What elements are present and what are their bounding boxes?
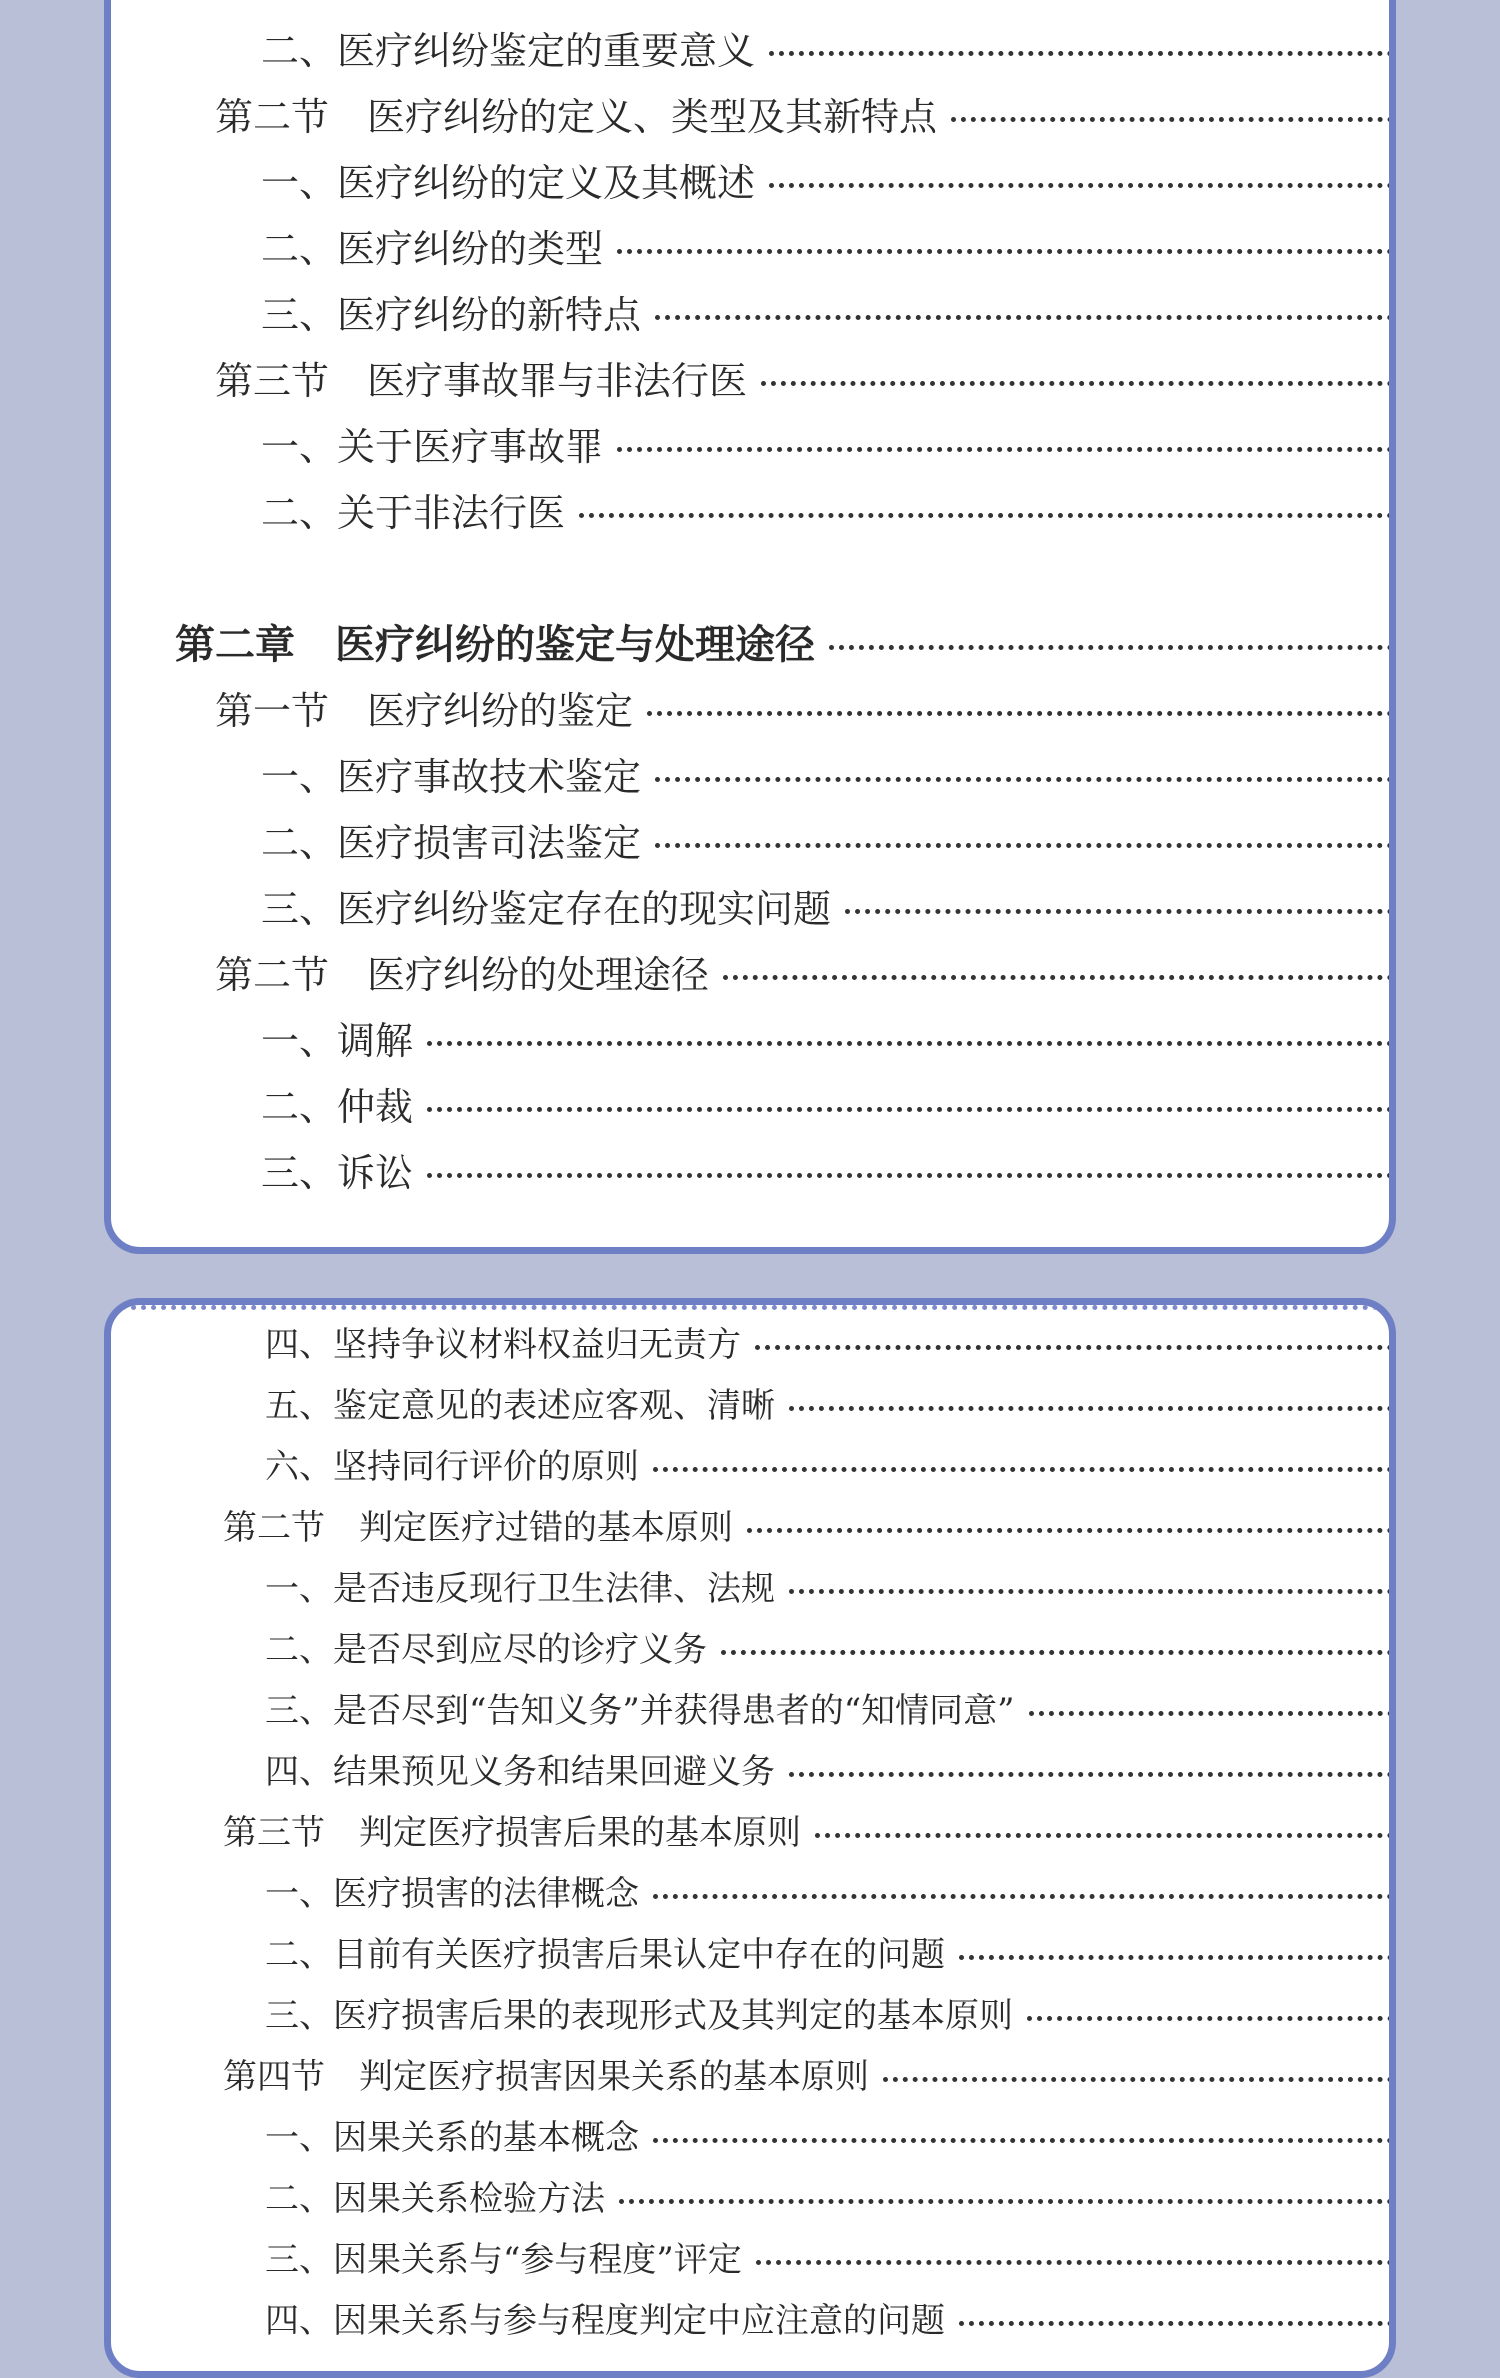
- toc-entry-text: 第二节 判定医疗过错的基本原则: [223, 1507, 733, 1548]
- toc-entry[interactable]: [111, 2230, 1389, 2282]
- toc-section[interactable]: [111, 349, 1389, 405]
- dot-leader: [789, 1772, 1393, 1777]
- dot-leader: [653, 2138, 1393, 2143]
- toc-entry[interactable]: [111, 745, 1389, 801]
- toc-section[interactable]: [111, 85, 1389, 141]
- toc-entry-text: 六、坚持同行评价的原则: [265, 1446, 639, 1487]
- toc-entry-text: 第一节 医疗纠纷的鉴定: [215, 688, 634, 733]
- dot-leader: [769, 51, 1393, 56]
- dot-leader: [427, 1107, 1393, 1112]
- dot-leader: [845, 909, 1393, 914]
- toc-entry[interactable]: [111, 1742, 1389, 1794]
- toc-entry[interactable]: [111, 2291, 1389, 2343]
- toc-entry-text: 第四节 判定医疗损害因果关系的基本原则: [223, 2056, 869, 2097]
- toc-section[interactable]: [111, 1498, 1389, 1550]
- dot-leader: [756, 2260, 1393, 2265]
- toc-entry[interactable]: [111, 1437, 1389, 1489]
- toc-entry[interactable]: [111, 1075, 1389, 1131]
- toc-entry[interactable]: [111, 1009, 1389, 1065]
- toc-entry-text: 二、是否尽到应尽的诊疗义务: [265, 1629, 707, 1670]
- toc-entry[interactable]: [111, 2108, 1389, 2160]
- toc-entry[interactable]: [111, 811, 1389, 867]
- dot-leader: [1027, 2016, 1393, 2021]
- toc-section[interactable]: [111, 1803, 1389, 1855]
- dot-leader: [769, 183, 1393, 188]
- dot-leader: [579, 513, 1393, 518]
- dot-leader: [959, 1955, 1393, 1960]
- toc-entry-text: 第二节 医疗纠纷的处理途径: [215, 952, 710, 997]
- toc-entry-text: 一、是否违反现行卫生法律、法规: [265, 1568, 775, 1609]
- dot-leader: [959, 2321, 1393, 2326]
- toc-entry-text: 二、目前有关医疗损害后果认定中存在的问题: [265, 1934, 945, 1975]
- toc-entry[interactable]: [111, 1141, 1389, 1197]
- toc-entry-text: 三、医疗纠纷鉴定存在的现实问题: [261, 886, 832, 931]
- toc-entry-text: 二、医疗纠纷的类型: [261, 226, 604, 271]
- dot-leader: [723, 975, 1393, 980]
- dot-leader: [721, 1650, 1393, 1655]
- toc-entry-text: 二、关于非法行医: [261, 490, 566, 535]
- dot-leader: [617, 249, 1393, 254]
- toc-entry-text: 第二章 医疗纠纷的鉴定与处理途径: [175, 620, 815, 668]
- toc-entry[interactable]: [111, 283, 1389, 339]
- dot-leader: [755, 1345, 1393, 1350]
- toc-entry[interactable]: [111, 1559, 1389, 1611]
- toc-entry-text: 三、因果关系与“参与程度”评定: [265, 2239, 742, 2280]
- toc-entry-text: 三、是否尽到“告知义务”并获得患者的“知情同意”: [265, 1690, 1015, 1731]
- dot-leader: [647, 711, 1393, 716]
- toc-entry[interactable]: [111, 877, 1389, 933]
- toc-entry[interactable]: [111, 1681, 1389, 1733]
- toc-entry-text: 三、诉讼: [261, 1150, 414, 1195]
- toc-entry[interactable]: [111, 1315, 1389, 1367]
- toc-entry-text: 一、调解: [261, 1018, 414, 1063]
- dot-leader: [951, 117, 1393, 122]
- dot-leader: [427, 1041, 1393, 1046]
- toc-entry-text: 二、仲裁: [261, 1084, 414, 1129]
- dot-leader: [789, 1406, 1393, 1411]
- toc-entry-text: 四、结果预见义务和结果回避义务: [265, 1751, 775, 1792]
- dot-leader: [655, 843, 1393, 848]
- toc-entry-text: 三、医疗损害后果的表现形式及其判定的基本原则: [265, 1995, 1013, 2036]
- toc-entry-text: 三、医疗纠纷的新特点: [261, 292, 642, 337]
- toc-section[interactable]: [111, 943, 1389, 999]
- toc-entry-text: 二、医疗纠纷鉴定的重要意义: [261, 28, 756, 73]
- toc-entry[interactable]: [111, 217, 1389, 273]
- dot-leader: [655, 777, 1393, 782]
- toc-entry-text: 五、鉴定意见的表述应客观、清晰: [265, 1385, 775, 1426]
- toc-entry[interactable]: [111, 151, 1389, 207]
- toc-section[interactable]: [111, 679, 1389, 735]
- toc-entry-text: 一、医疗损害的法律概念: [265, 1873, 639, 1914]
- dot-leader: [617, 447, 1393, 452]
- toc-entry[interactable]: [111, 19, 1389, 75]
- dot-leader: [789, 1589, 1393, 1594]
- toc-entry-text: 第三节 判定医疗损害后果的基本原则: [223, 1812, 801, 1853]
- toc-section[interactable]: [111, 2047, 1389, 2099]
- toc-entry[interactable]: [111, 1986, 1389, 2038]
- toc-entry-text: 四、坚持争议材料权益归无责方: [265, 1324, 741, 1365]
- dot-leader: [653, 1467, 1393, 1472]
- dot-leader: [883, 2077, 1393, 2082]
- dot-leader: [653, 1894, 1393, 1899]
- toc-entry-text: 四、因果关系与参与程度判定中应注意的问题: [265, 2300, 945, 2341]
- toc-entry[interactable]: [111, 1925, 1389, 1977]
- toc-entry[interactable]: [111, 2169, 1389, 2221]
- dot-leader: [619, 2199, 1393, 2204]
- toc-entry-text: 二、因果关系检验方法: [265, 2178, 605, 2219]
- dot-leader: [1029, 1711, 1393, 1716]
- toc-entry-text: 第三节 医疗事故罪与非法行医: [215, 358, 748, 403]
- toc-card-bottom: [104, 1298, 1396, 2378]
- toc-card-top: [104, 0, 1396, 1254]
- toc-entry[interactable]: [111, 415, 1389, 471]
- toc-entry-text: 一、因果关系的基本概念: [265, 2117, 639, 2158]
- toc-entry[interactable]: [111, 1864, 1389, 1916]
- toc-entry[interactable]: [111, 481, 1389, 537]
- toc-entry[interactable]: [111, 1620, 1389, 1672]
- dot-leader: [761, 381, 1393, 386]
- toc-entry[interactable]: [111, 1376, 1389, 1428]
- toc-entry-text: 第二节 医疗纠纷的定义、类型及其新特点: [215, 94, 938, 139]
- dot-leader: [747, 1528, 1393, 1533]
- toc-entry-text: 二、医疗损害司法鉴定: [261, 820, 642, 865]
- dot-leader: [829, 645, 1393, 650]
- toc-chapter[interactable]: [111, 613, 1389, 669]
- dot-leader: [655, 315, 1393, 320]
- toc-entry-text: 一、医疗事故技术鉴定: [261, 754, 642, 799]
- dot-leader: [427, 1173, 1393, 1178]
- toc-entry-text: 一、医疗纠纷的定义及其概述: [261, 160, 756, 205]
- dot-leader: [815, 1833, 1393, 1838]
- toc-entry-text: 一、关于医疗事故罪: [261, 424, 604, 469]
